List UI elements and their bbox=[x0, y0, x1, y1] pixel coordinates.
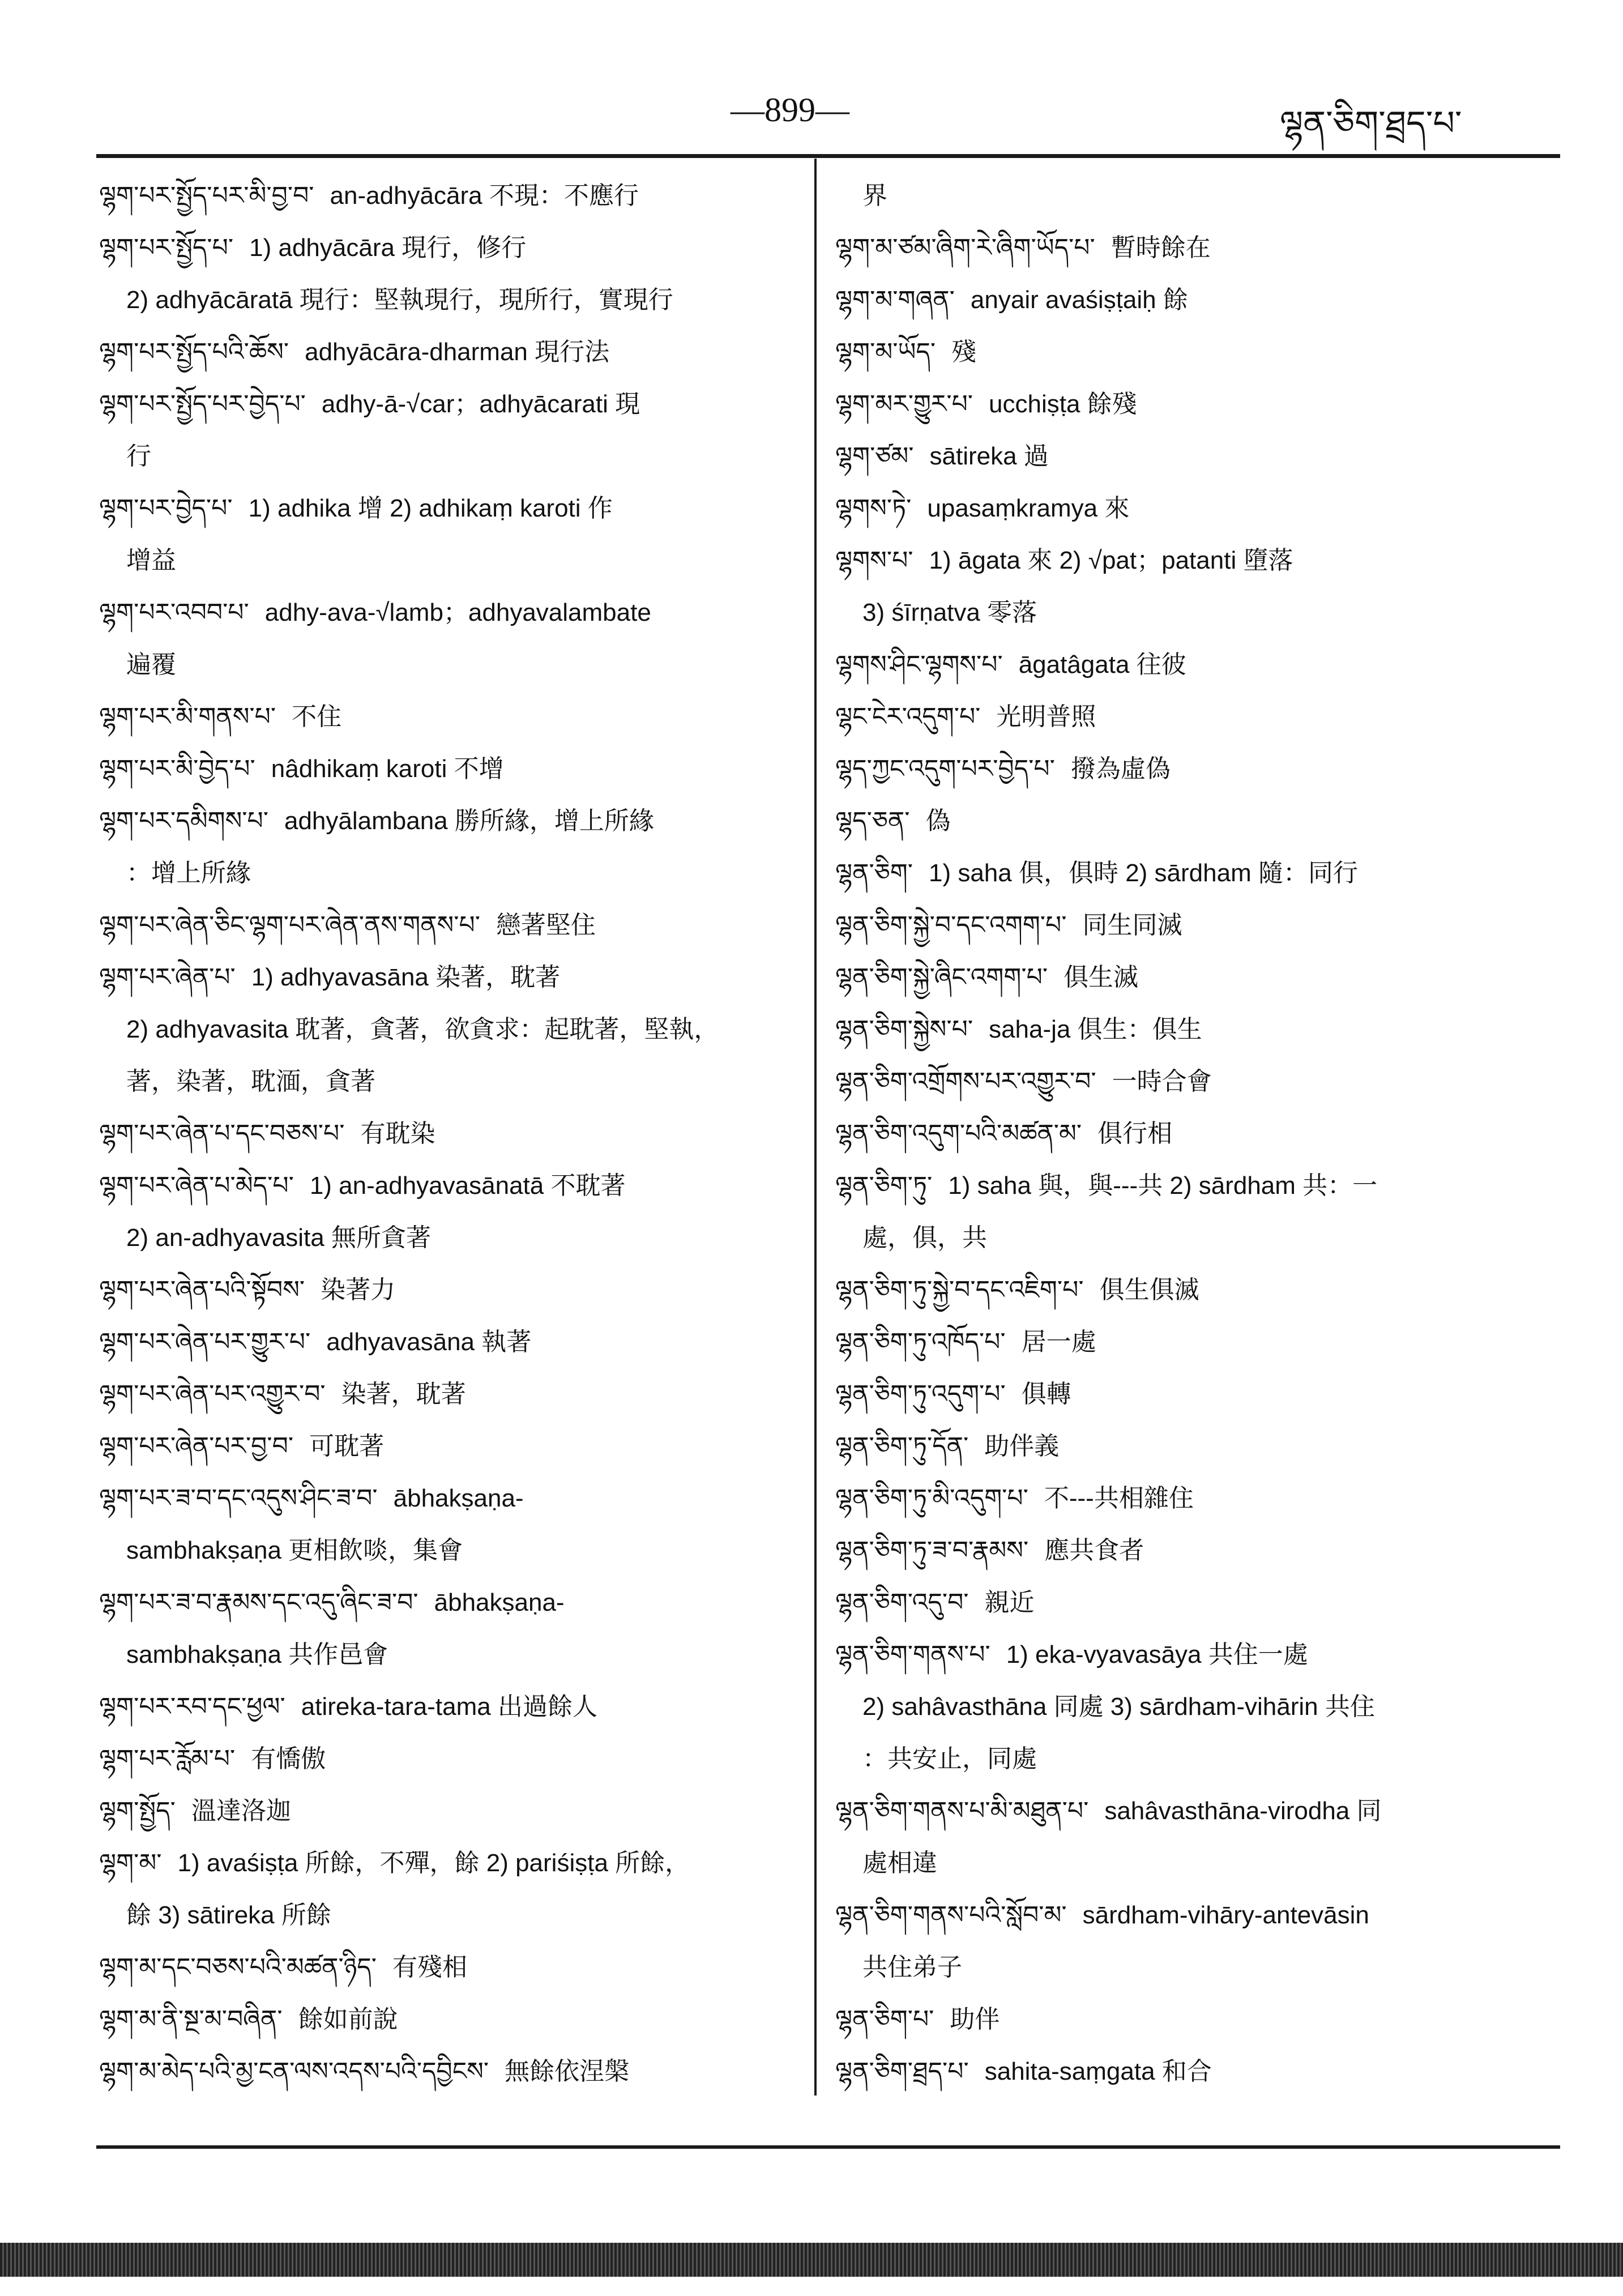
dictionary-entry bbox=[99, 1108, 801, 1160]
entry-gloss: an-adhyācāra 不現：不應行 bbox=[330, 182, 639, 210]
entry-gloss: 不---共相雜住 bbox=[1044, 1484, 1194, 1512]
entry-gloss: 處相違 bbox=[862, 1849, 937, 1877]
dictionary-entry bbox=[99, 326, 801, 378]
tibetan-headword: ལྷན་ཅིག་ bbox=[835, 859, 913, 887]
entry-gloss: adhy-ava-√lamb；adhyavalambate bbox=[264, 599, 651, 626]
entry-gloss: 戀著堅住 bbox=[496, 911, 596, 939]
entry-gloss: 1) an-adhyavasānatā 不耽著 bbox=[309, 1172, 626, 1200]
entry-gloss: sahâvasthāna-virodha 同 bbox=[1104, 1797, 1382, 1825]
dictionary-entry bbox=[99, 899, 801, 951]
entry-continuation bbox=[835, 170, 1537, 222]
tibetan-headword: ལྷག་པར་ཞེན་པར་བྱ་བ་ bbox=[99, 1432, 294, 1461]
dictionary-entry bbox=[835, 1577, 1537, 1629]
tibetan-headword: ལྷན་ཅིག་ཏུ་ཟ་བ་རྣམས་ bbox=[835, 1536, 1029, 1565]
dictionary-entry bbox=[835, 1785, 1537, 1837]
dictionary-entry bbox=[835, 1056, 1537, 1108]
entry-gloss: 殘 bbox=[951, 338, 977, 366]
entry-continuation bbox=[99, 847, 801, 899]
tibetan-headword: ལྷག་པར་སྤྱོད་པར་མི་བྱ་བ་ bbox=[99, 181, 314, 210]
dictionary-entry bbox=[835, 691, 1537, 743]
entry-gloss: sahita-saṃgata 和合 bbox=[984, 2058, 1212, 2085]
entry-gloss: sambhakṣaṇa 更相飲啖，集會 bbox=[126, 1537, 463, 1564]
tibetan-headword: ལྷག་པར་རབ་དང་ཕྱལ་ bbox=[99, 1692, 285, 1721]
right-column bbox=[835, 170, 1537, 2098]
dictionary-entry bbox=[835, 1473, 1537, 1525]
entry-gloss: 應共食者 bbox=[1044, 1537, 1144, 1564]
entry-gloss: 1) avaśiṣṭa 所餘，不殫，餘 2) pariśiṣṭa 所餘， bbox=[177, 1849, 690, 1877]
dictionary-entry bbox=[99, 1837, 801, 1889]
dictionary-entry bbox=[835, 483, 1537, 535]
tibetan-headword: ལྷན་ཅིག་ཏུ་འཁོད་པ་ bbox=[835, 1328, 1006, 1356]
tibetan-headword: ལྷག་མ་ bbox=[99, 1849, 162, 1877]
entry-gloss: 俱生滅 bbox=[1064, 963, 1139, 991]
entry-continuation bbox=[99, 1889, 801, 1941]
dictionary-entry bbox=[99, 2046, 801, 2098]
entry-gloss: adhyālambana 勝所緣，增上所緣 bbox=[284, 807, 654, 835]
left-column bbox=[99, 170, 801, 2098]
scan-band bbox=[0, 2243, 1623, 2277]
entry-gloss: 1) adhyācāra 現行，修行 bbox=[249, 234, 527, 262]
tibetan-headword: ལྷག་པར་ཞེན་པ་དང་བཅས་པ་ bbox=[99, 1119, 345, 1148]
tibetan-headword: ལྷག་མ་མེད་པའི་མྱ་ངན་ལས་འདས་པའི་དབྱིངས་ bbox=[99, 2057, 489, 2086]
entry-continuation bbox=[99, 1056, 801, 1108]
entry-continuation bbox=[835, 587, 1537, 639]
tibetan-headword: ལྷད་ཀྱང་འདུག་པར་བྱེད་པ་ bbox=[835, 754, 1055, 783]
entry-gloss: 俱行相 bbox=[1097, 1120, 1173, 1147]
tibetan-headword: ལྷགས་ཤིང་ལྷགས་པ་ bbox=[835, 650, 1003, 679]
entry-gloss: 有耽染 bbox=[360, 1120, 435, 1147]
dictionary-entry bbox=[99, 1368, 801, 1420]
dictionary-entry bbox=[99, 1160, 801, 1212]
dictionary-entry bbox=[835, 274, 1537, 326]
tibetan-headword: ལྷན་ཅིག་སྐྱེས་པ་ bbox=[835, 1015, 973, 1044]
tibetan-headword: ལྷག་པར་བྱེད་པ་ bbox=[99, 494, 233, 523]
tibetan-headword: ལྷག་མ་ཡོད་ bbox=[835, 338, 936, 366]
dictionary-entry bbox=[835, 1629, 1537, 1681]
entry-continuation bbox=[99, 1629, 801, 1681]
tibetan-headword: ལྷག་པར་ཞེན་པར་འགྱུར་བ་ bbox=[99, 1380, 326, 1409]
tibetan-headword: ལྷན་ཅིག་སྐྱེ་ཞིང་འགག་པ་ bbox=[835, 963, 1048, 992]
entry-gloss: 偽 bbox=[925, 807, 951, 835]
dictionary-entry bbox=[835, 951, 1537, 1004]
entry-gloss: 1) adhika 增 2) adhikaṃ karoti 作 bbox=[248, 494, 613, 522]
entry-gloss: 助伴義 bbox=[984, 1432, 1060, 1460]
entry-gloss: 著，染著，耽湎，貪著 bbox=[126, 1068, 375, 1095]
tibetan-headword: ལྷག་ཙམ་ bbox=[835, 442, 914, 471]
entry-gloss: 2) an-adhyavasita 無所貪著 bbox=[126, 1224, 431, 1252]
entry-continuation bbox=[99, 535, 801, 587]
entry-gloss: ：共安止，同處 bbox=[862, 1745, 1037, 1773]
dictionary-entry bbox=[835, 1889, 1537, 1941]
entry-gloss: sātireka 過 bbox=[929, 442, 1049, 470]
entry-continuation bbox=[835, 1681, 1537, 1733]
column-divider bbox=[814, 159, 817, 2096]
dictionary-entry bbox=[835, 1420, 1537, 1473]
entry-continuation bbox=[835, 1837, 1537, 1889]
dictionary-entry bbox=[99, 743, 801, 795]
tibetan-headword: ལྷན་ཅིག་གནས་པ་མི་མཐུན་པ་ bbox=[835, 1796, 1089, 1825]
dictionary-entry bbox=[99, 222, 801, 274]
dictionary-entry bbox=[835, 1004, 1537, 1056]
entry-gloss: upasaṃkramya 來 bbox=[927, 494, 1130, 522]
entry-gloss: 無餘依涅槃 bbox=[505, 2058, 630, 2085]
entry-gloss: sārdham-vihāry-antevāsin bbox=[1082, 1901, 1369, 1929]
tibetan-headword: ལྷན་ཅིག་ཐྲད་པ་ bbox=[835, 2057, 969, 2086]
dictionary-entry bbox=[835, 378, 1537, 430]
entry-gloss: 餘如前說 bbox=[298, 2005, 398, 2033]
dictionary-entry bbox=[835, 847, 1537, 899]
tibetan-headword: ལྷག་པར་དམིགས་པ་ bbox=[99, 806, 268, 835]
entry-gloss: 共住弟子 bbox=[862, 1953, 962, 1981]
entry-gloss: 1) āgata 來 2) √pat；patanti 墮落 bbox=[929, 547, 1293, 574]
entry-gloss: 2) adhyavasita 耽著，貪著，欲貪求：起耽著，堅執， bbox=[126, 1015, 719, 1043]
entry-continuation bbox=[99, 274, 801, 326]
tibetan-headword: ལྷག་པར་སྤྱོད་པའི་ཆོས་ bbox=[99, 338, 289, 366]
entry-gloss: 可耽著 bbox=[309, 1432, 385, 1460]
entry-gloss: 暫時餘在 bbox=[1111, 234, 1211, 262]
dictionary-entry bbox=[99, 1994, 801, 2046]
entry-gloss: 1) saha 俱，俱時 2) sārdham 隨：同行 bbox=[928, 859, 1358, 887]
dictionary-entry bbox=[99, 1420, 801, 1473]
dictionary-entry bbox=[835, 222, 1537, 274]
tibetan-headword: ལྷན་ཅིག་འདུག་པའི་མཚན་མ་ bbox=[835, 1119, 1082, 1148]
dictionary-entry bbox=[835, 1316, 1537, 1368]
tibetan-headword: ལྷན་ཅིག་སྐྱེ་བ་དང་འགག་པ་ bbox=[835, 911, 1067, 940]
entry-gloss: 1) saha 與，與---共 2) sārdham 共：一 bbox=[948, 1172, 1378, 1200]
entry-gloss: 俱生俱滅 bbox=[1099, 1276, 1199, 1304]
dictionary-entry bbox=[835, 795, 1537, 847]
dictionary-entry bbox=[99, 1473, 801, 1525]
entry-gloss: ucchiṣṭa 餘殘 bbox=[989, 390, 1137, 418]
entry-continuation bbox=[99, 1525, 801, 1577]
entry-gloss: 光明普照 bbox=[996, 703, 1096, 731]
tibetan-headword: ལྷག་པར་སྤྱོད་པ་ bbox=[99, 233, 234, 262]
dictionary-entry bbox=[835, 2046, 1537, 2098]
dictionary-entry bbox=[99, 1264, 801, 1316]
entry-gloss: 界 bbox=[862, 182, 887, 210]
page-number: —899— bbox=[731, 91, 849, 129]
entry-gloss: 行 bbox=[126, 442, 151, 470]
tibetan-headword: ལྷང་ངེར་འདུག་པ་ bbox=[835, 702, 981, 731]
entry-continuation bbox=[835, 1941, 1537, 1994]
tibetan-headword: ལྷན་ཅིག་གནས་པ་ bbox=[835, 1640, 990, 1669]
dictionary-entry bbox=[835, 1160, 1537, 1212]
entry-gloss: adhy-ā-√car；adhyācarati 現 bbox=[321, 390, 640, 418]
entry-gloss: 1) adhyavasāna 染著，耽著 bbox=[251, 963, 561, 991]
dictionary-entry bbox=[99, 1316, 801, 1368]
entry-gloss: 2) sahâvasthāna 同處 3) sārdham-vihārin 共住 bbox=[862, 1693, 1375, 1721]
entry-continuation bbox=[99, 1004, 801, 1056]
tibetan-headword: ལྷག་པར་ཞེན་པ་ bbox=[99, 963, 236, 992]
entry-gloss: 染著力 bbox=[321, 1276, 396, 1304]
entry-gloss: 染著，耽著 bbox=[341, 1380, 466, 1408]
tibetan-headword: ལྷག་པར་རློམ་པ་ bbox=[99, 1744, 236, 1773]
entry-gloss: adhyavasāna 執著 bbox=[326, 1328, 532, 1356]
tibetan-headword: ལྷག་མ་ནི་སྔ་མ་བཞིན་ bbox=[99, 2005, 283, 2034]
dictionary-entry bbox=[835, 743, 1537, 795]
dictionary-entry bbox=[99, 1941, 801, 1994]
tibetan-headword: ལྷག་པར་སྤྱོད་པར་བྱེད་པ་ bbox=[99, 390, 306, 419]
dictionary-entry bbox=[835, 430, 1537, 483]
tibetan-headword: ལྷན་ཅིག་ཏུ་སྐྱེ་བ་དང་འཇིག་པ་ bbox=[835, 1275, 1084, 1304]
tibetan-headword: ལྷག་པར་མི་བྱེད་པ་ bbox=[99, 754, 255, 783]
dictionary-entry bbox=[835, 1525, 1537, 1577]
entry-gloss: 親近 bbox=[984, 1589, 1035, 1616]
entry-gloss: anyair avaśiṣṭaiḥ 餘 bbox=[970, 286, 1188, 314]
tibetan-headword: ལྷགས་པ་ bbox=[835, 546, 913, 575]
dictionary-entry bbox=[99, 170, 801, 222]
entry-gloss: sambhakṣaṇa 共作邑會 bbox=[126, 1641, 388, 1668]
dictionary-entry bbox=[835, 1264, 1537, 1316]
entry-continuation bbox=[99, 1212, 801, 1264]
dictionary-entry bbox=[99, 795, 801, 847]
entry-gloss: 處，俱，共 bbox=[862, 1224, 987, 1252]
entry-gloss: āgatâgata 往彼 bbox=[1018, 651, 1186, 678]
entry-gloss: 同生同滅 bbox=[1082, 911, 1182, 939]
dictionary-entry bbox=[835, 535, 1537, 587]
dictionary-entry bbox=[99, 951, 801, 1004]
entry-gloss: 1) eka-vyavasāya 共住一處 bbox=[1006, 1641, 1308, 1668]
entry-gloss: 溫達洛迦 bbox=[191, 1797, 291, 1825]
entry-gloss: adhyācāra-dharman 現行法 bbox=[305, 338, 610, 366]
tibetan-headword: ལྷན་ཅིག་ཏུ་ bbox=[835, 1171, 933, 1200]
running-head: ལྷན་ཅིག་ཐྲད་པ་ bbox=[1280, 104, 1462, 143]
tibetan-headword: ལྷག་པར་ཞེན་པར་གྱུར་པ་ bbox=[99, 1328, 311, 1356]
dictionary-entry bbox=[99, 1733, 801, 1785]
dictionary-entry bbox=[99, 1577, 801, 1629]
tibetan-headword: ལྷགས་ཏེ་ bbox=[835, 494, 912, 523]
tibetan-headword: ལྷག་པར་འབབ་པ་ bbox=[99, 598, 249, 627]
dictionary-entry bbox=[835, 1108, 1537, 1160]
tibetan-headword: ལྷན་ཅིག་ཏུ་དོན་ bbox=[835, 1432, 969, 1461]
tibetan-headword: ལྷག་སྤྱོད་ bbox=[99, 1796, 176, 1825]
tibetan-headword: ལྷན་ཅིག་འགྲོགས་པར་འགྱུར་བ་ bbox=[835, 1067, 1096, 1096]
entry-gloss: ：增上所緣 bbox=[126, 859, 251, 887]
tibetan-headword: ལྷག་མར་གྱུར་པ་ bbox=[835, 390, 973, 419]
tibetan-headword: ལྷག་པར་ཟ་བ་དང་འདུས་ཤིང་ཟ་བ་ bbox=[99, 1484, 378, 1513]
entry-gloss: 增益 bbox=[126, 547, 176, 574]
entry-gloss: 遍覆 bbox=[126, 651, 176, 678]
tibetan-headword: ལྷན་ཅིག་འདུ་བ་ bbox=[835, 1588, 969, 1617]
tibetan-headword: ལྷག་པར་ཞེན་ཅིང་ལྷག་པར་ཞེན་ནས་གནས་པ་ bbox=[99, 911, 480, 940]
entry-gloss: 俱轉 bbox=[1021, 1380, 1071, 1408]
entry-gloss: 撥為虛偽 bbox=[1070, 755, 1171, 783]
tibetan-headword: ལྷད་ཅན་ bbox=[835, 806, 910, 835]
tibetan-headword: ལྷག་མ་གཞན་ bbox=[835, 285, 955, 314]
dictionary-entry bbox=[835, 1368, 1537, 1420]
entry-gloss: 有憍傲 bbox=[251, 1745, 326, 1773]
entry-continuation bbox=[99, 430, 801, 483]
tibetan-headword: ལྷག་མ་དང་བཅས་པའི་མཚན་ཉིད་ bbox=[99, 1953, 377, 1982]
entry-gloss: atireka-tara-tama 出過餘人 bbox=[301, 1693, 597, 1721]
entry-gloss: 有殘相 bbox=[392, 1953, 467, 1981]
tibetan-headword: ལྷག་པར་ཞེན་པ་མེད་པ་ bbox=[99, 1171, 294, 1200]
dictionary-entry bbox=[99, 1785, 801, 1837]
top-rule bbox=[96, 154, 1560, 158]
tibetan-headword: ལྷག་པར་ཟ་བ་རྣམས་དང་འདུ་ཞིང་ཟ་བ་ bbox=[99, 1588, 418, 1617]
dictionary-entry bbox=[835, 326, 1537, 378]
dictionary-entry bbox=[99, 483, 801, 535]
entry-continuation bbox=[835, 1212, 1537, 1264]
entry-gloss: saha-ja 俱生：俱生 bbox=[989, 1015, 1202, 1043]
tibetan-headword: ལྷག་མ་ཙམ་ཞིག་རེ་ཞིག་ཡོད་པ་ bbox=[835, 233, 1095, 262]
entry-gloss: ābhakṣaṇa- bbox=[393, 1484, 524, 1512]
entry-continuation bbox=[835, 1733, 1537, 1785]
entry-gloss: 一時合會 bbox=[1112, 1068, 1212, 1095]
entry-continuation bbox=[99, 639, 801, 691]
tibetan-headword: ལྷན་ཅིག་ཏུ་མི་འདུག་པ་ bbox=[835, 1484, 1028, 1513]
entry-gloss: 2) adhyācāratā 現行：堅執現行，現所行，實現行 bbox=[126, 286, 673, 314]
entry-gloss: 不住 bbox=[292, 703, 342, 731]
tibetan-headword: ལྷན་ཅིག་ཏུ་འདུག་པ་ bbox=[835, 1380, 1006, 1409]
entry-gloss: 3) śīrṇatva 零落 bbox=[862, 599, 1037, 626]
dictionary-entry bbox=[99, 378, 801, 430]
tibetan-headword: ལྷག་པར་མི་གནས་པ་ bbox=[99, 702, 276, 731]
entry-gloss: nâdhikaṃ karoti 不增 bbox=[271, 755, 504, 783]
entry-gloss: 居一處 bbox=[1021, 1328, 1096, 1356]
bottom-rule bbox=[96, 2145, 1560, 2149]
entry-gloss: ābhakṣaṇa- bbox=[434, 1589, 565, 1616]
tibetan-headword: ལྷན་ཅིག་པ་ bbox=[835, 2005, 934, 2034]
dictionary-entry bbox=[99, 1681, 801, 1733]
tibetan-headword: ལྷག་པར་ཞེན་པའི་སྟོབས་ bbox=[99, 1275, 305, 1304]
dictionary-entry bbox=[99, 587, 801, 639]
dictionary-entry bbox=[835, 899, 1537, 951]
entry-gloss: 助伴 bbox=[950, 2005, 1000, 2033]
dictionary-entry bbox=[835, 639, 1537, 691]
tibetan-headword: ལྷན་ཅིག་གནས་པའི་སློབ་མ་ bbox=[835, 1901, 1067, 1930]
entry-gloss: 餘 3) sātireka 所餘 bbox=[126, 1901, 331, 1929]
dictionary-entry bbox=[835, 1994, 1537, 2046]
dictionary-entry bbox=[99, 691, 801, 743]
